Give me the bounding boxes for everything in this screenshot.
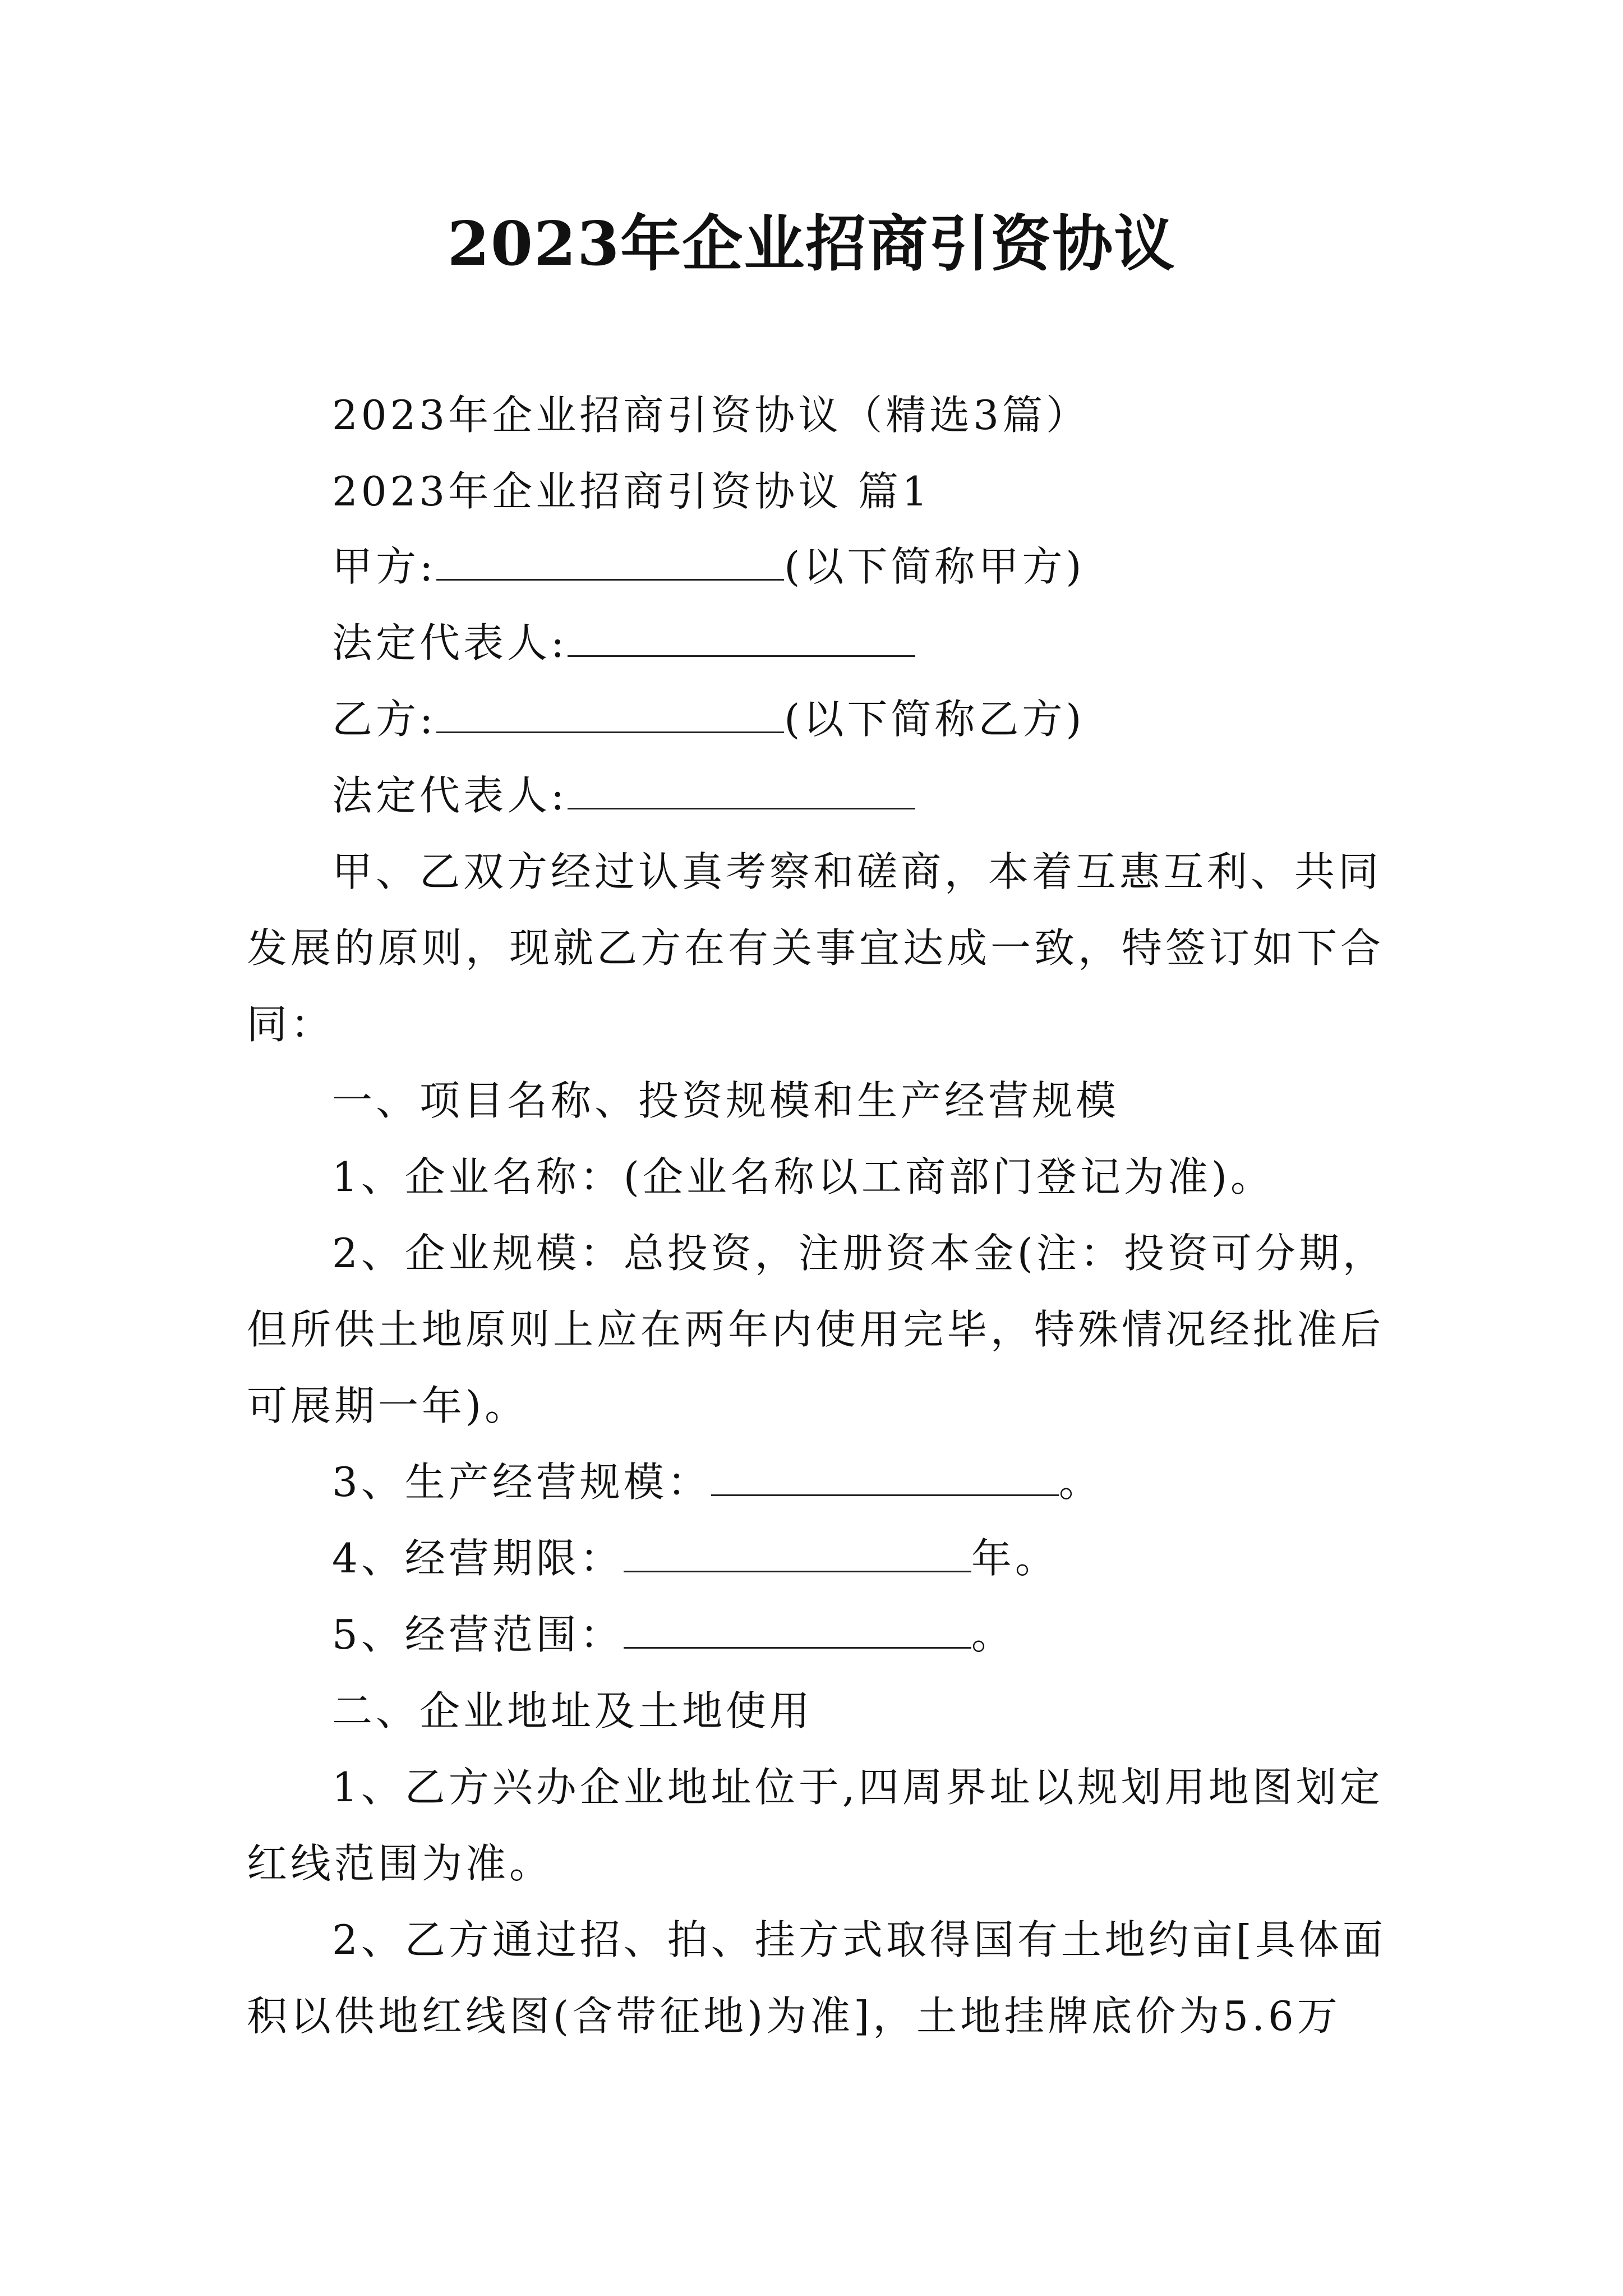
party-a-rep-line xyxy=(332,615,915,671)
subtitle: 2023年企业招商引资协议（精选3篇） xyxy=(332,392,1090,439)
section-heading: 二、企业地址及土地使用 xyxy=(332,1687,814,1734)
clause-label: 3、生产经营规模： xyxy=(332,1458,711,1506)
clause-line: 2、乙方通过招、拍、挂方式取得国有土地约亩[具体面 xyxy=(332,1916,1386,1963)
clause-line: 可展期一年)。 xyxy=(247,1382,529,1429)
piece-heading: 2023年企业招商引资协议 篇1 xyxy=(332,468,931,515)
party-a-rep-label: 法定代表人: xyxy=(332,619,568,666)
clause-label: 4、经营期限： xyxy=(332,1535,624,1582)
clause-line: 1、企业名称：(企业名称以工商部门登记为准)。 xyxy=(332,1153,1274,1200)
clause-line xyxy=(332,1454,1103,1510)
party-b-rep-blank xyxy=(568,769,915,809)
clause-suffix: 。 xyxy=(1058,1458,1103,1506)
preamble-line: 甲、乙双方经过认真考察和磋商，本着互惠互利、共同 xyxy=(332,848,1382,895)
party-b-label: 乙方: xyxy=(332,696,437,743)
clause-line: 但所供土地原则上应在两年内使用完毕，特殊情况经批准后 xyxy=(247,1306,1385,1353)
party-a-line xyxy=(332,539,1085,595)
party-a-rep-blank xyxy=(568,616,915,657)
party-b-rep-label: 法定代表人: xyxy=(332,772,568,819)
clause-line: 红线范围为准。 xyxy=(247,1840,554,1887)
clause-blank xyxy=(624,1531,971,1572)
clause-label: 5、经营范围： xyxy=(332,1611,624,1658)
party-a-blank xyxy=(436,540,784,581)
clause-line xyxy=(332,1530,1059,1586)
party-a-suffix: (以下简称甲方) xyxy=(784,543,1085,590)
clause-blank xyxy=(711,1455,1059,1496)
clause-suffix: 。 xyxy=(971,1611,1015,1658)
party-b-line xyxy=(332,691,1085,747)
clause-blank xyxy=(624,1608,971,1649)
party-b-blank xyxy=(436,692,784,733)
clause-line: 积以供地红线图(含带征地)为准]，土地挂牌底价为5.6万 xyxy=(247,1993,1341,2040)
party-b-rep-line xyxy=(332,767,915,823)
section-heading: 一、项目名称、投资规模和生产经营规模 xyxy=(332,1077,1120,1124)
clause-line: 1、乙方兴办企业地址位于,四周界址以规划用地图划定 xyxy=(332,1764,1384,1811)
preamble-line: 同： xyxy=(247,1001,335,1048)
clause-line: 2、企业规模：总投资，注册资本金(注：投资可分期， xyxy=(332,1230,1386,1277)
preamble-line: 发展的原则，现就乙方在有关事宜达成一致，特签订如下合 xyxy=(247,924,1385,972)
clause-line xyxy=(332,1607,1015,1663)
party-a-label: 甲方: xyxy=(332,543,437,590)
party-b-suffix: (以下简称乙方) xyxy=(784,696,1085,743)
clause-suffix: 年。 xyxy=(971,1535,1059,1582)
document-title: 2023年企业招商引资协议 xyxy=(447,209,1176,279)
